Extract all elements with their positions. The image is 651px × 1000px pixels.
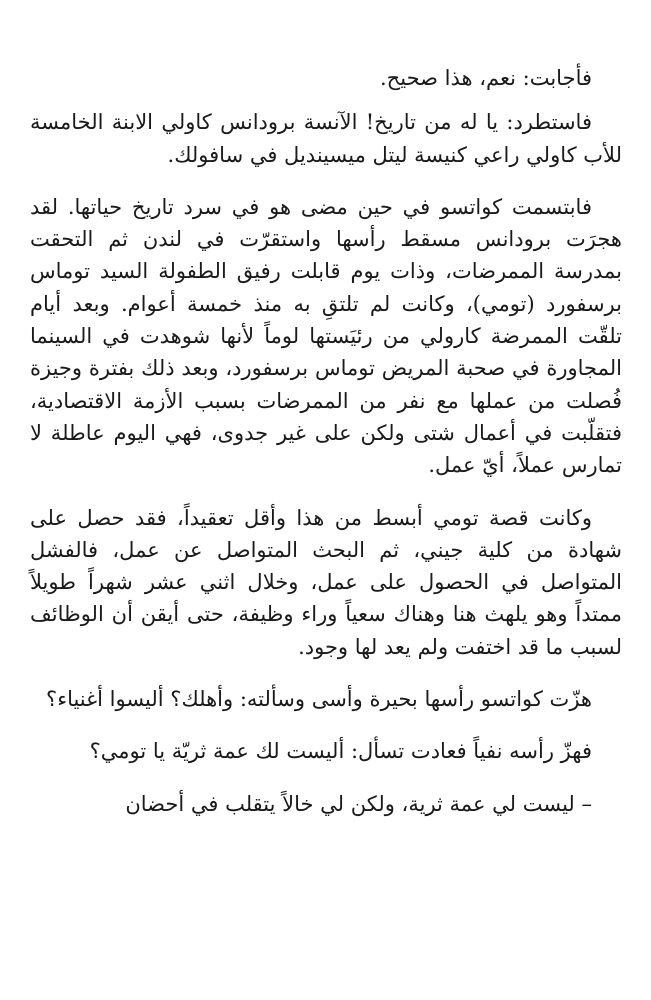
paragraph: فأجابت: نعم، هذا صحيح. <box>380 66 592 90</box>
paragraph: فابتسمت كواتسو في حين مضى هو في سرد تاريخ حياتها. لقد هجرَت برودانس مسقط رأسها واستقرّت في لندن ثم التحقت بمدرسة الممرضات، وذات يوم قابلت رفيق الطفولة السيد توماس برسفورد (تومي)، وكانت لم تلتقِ به منذ خمسة أعوام. وبعد أيام تلقّت الممرضة كارولي من رئيَستها لوماً لأنها شوهدت في السينما المجاورة في صحبة المريض توماس برسفورد، وبعد ذلك بفترة وجيزة فُصلت من عملها مع نفر من الممرضات بسبب الأزمة الاقتصادية، فتقلّبت في أعمال شتى ولكن على غير جدوى، فهي اليوم عاطلة لا تمارس عملاً، أيّ عمل. <box>30 194 623 478</box>
paragraph: هزّت كواتسو رأسها بحيرة وأسى وسألته: وأهلك؟ أليسوا أغنياء؟ <box>46 687 592 712</box>
paragraph: فهزّ رأسه نفياً فعادت تسأل: أليست لك عمة ثريّة يا تومي؟ <box>89 739 592 764</box>
book-page <box>30 62 622 840</box>
paragraph: وكانت قصة تومي أبسط من هذا وأقل تعقيداً، فقد حصل على شهادة من كلية جيني، ثم البحث المتواصل عن عمل، فالفشل المتواصل في الحصول على عمل، وخلال اثني عشر شهراً طويلاً ممتداً وهو يلهث هنا وهناك سعياً وراء وظيفة، حتى أيقن أن الوظائف لسبب ما قد اختفت ولم يعد لها وجود. <box>30 505 622 659</box>
paragraph: فاستطرد: يا له من تاريخ! الآنسة برودانس كاولي الابنة الخامسة للأب كاولي راعي كنيسة ليتل ميسينديل في سافولك. <box>30 110 622 167</box>
paragraph: – ليست لي عمة ثرية، ولكن لي خالاً يتقلب في أحضان <box>125 791 592 816</box>
